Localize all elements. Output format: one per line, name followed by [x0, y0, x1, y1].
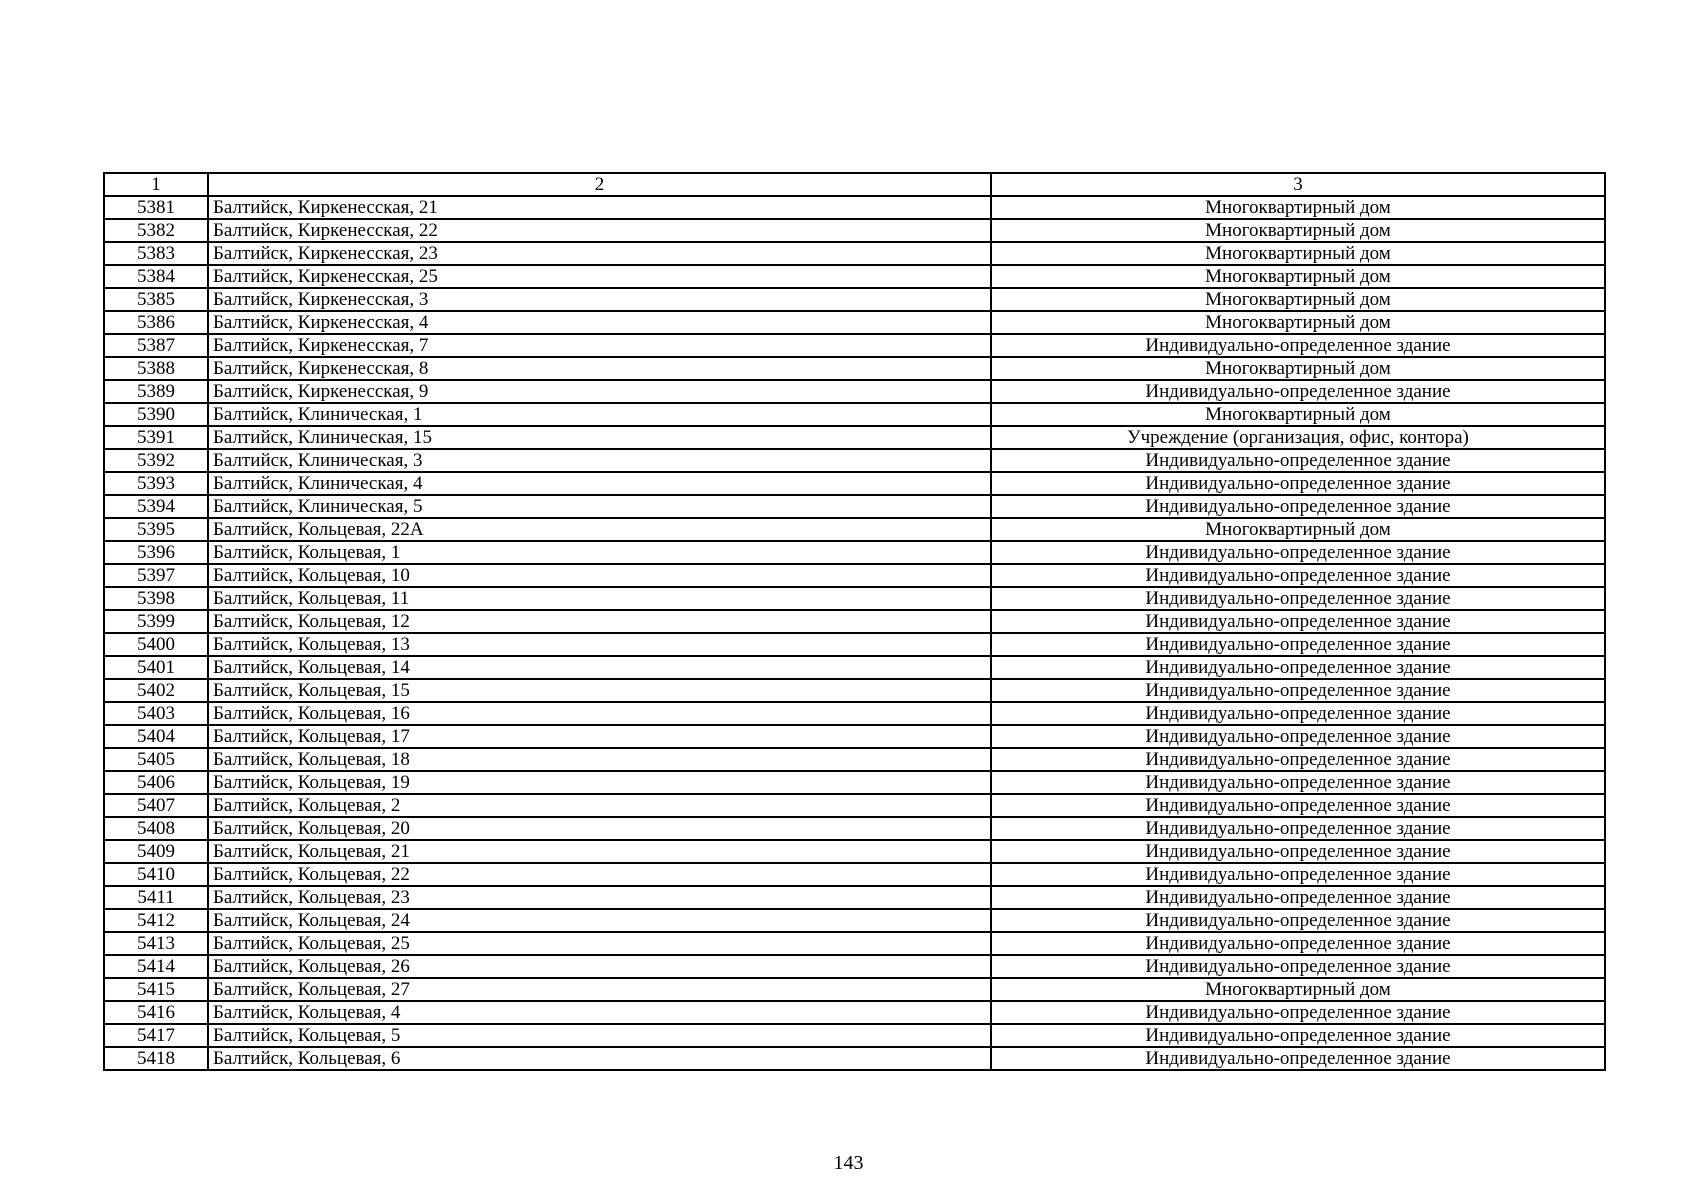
row-number-cell: 5401 [104, 656, 208, 679]
building-type-cell: Индивидуально-определенное здание [991, 886, 1605, 909]
row-number-cell: 5393 [104, 472, 208, 495]
address-cell: Балтийск, Киркенесская, 21 [208, 196, 991, 219]
table-row [104, 932, 1605, 955]
row-number-cell: 5408 [104, 817, 208, 840]
building-type-cell: Многоквартирный дом [991, 219, 1605, 242]
address-cell: Балтийск, Кольцевая, 27 [208, 978, 991, 1001]
address-cell: Балтийск, Кольцевая, 26 [208, 955, 991, 978]
row-number-cell: 5389 [104, 380, 208, 403]
address-cell: Балтийск, Кольцевая, 17 [208, 725, 991, 748]
building-type-cell: Индивидуально-определенное здание [991, 587, 1605, 610]
address-cell: Балтийск, Киркенесская, 7 [208, 334, 991, 357]
address-cell: Балтийск, Кольцевая, 2 [208, 794, 991, 817]
address-table [103, 172, 1606, 1071]
row-number-cell: 5407 [104, 794, 208, 817]
address-cell: Балтийск, Киркенесская, 3 [208, 288, 991, 311]
address-cell: Балтийск, Клиническая, 1 [208, 403, 991, 426]
column-header-2: 2 [208, 173, 991, 196]
column-header-3: 3 [991, 173, 1605, 196]
table-row [104, 311, 1605, 334]
row-number-cell: 5386 [104, 311, 208, 334]
building-type-cell: Учреждение (организация, офис, контора) [991, 426, 1605, 449]
building-type-cell: Индивидуально-определенное здание [991, 702, 1605, 725]
address-cell: Балтийск, Кольцевая, 6 [208, 1047, 991, 1070]
table-row [104, 357, 1605, 380]
row-number-cell: 5391 [104, 426, 208, 449]
table-row [104, 403, 1605, 426]
row-number-cell: 5417 [104, 1024, 208, 1047]
row-number-cell: 5412 [104, 909, 208, 932]
building-type-cell: Многоквартирный дом [991, 518, 1605, 541]
address-cell: Балтийск, Киркенесская, 22 [208, 219, 991, 242]
table-row [104, 863, 1605, 886]
building-type-cell: Индивидуально-определенное здание [991, 449, 1605, 472]
table-row [104, 265, 1605, 288]
address-cell: Балтийск, Кольцевая, 15 [208, 679, 991, 702]
table-row [104, 725, 1605, 748]
row-number-cell: 5383 [104, 242, 208, 265]
building-type-cell: Индивидуально-определенное здание [991, 771, 1605, 794]
building-type-cell: Индивидуально-определенное здание [991, 656, 1605, 679]
row-number-cell: 5400 [104, 633, 208, 656]
table-row [104, 472, 1605, 495]
building-type-cell: Индивидуально-определенное здание [991, 564, 1605, 587]
table-row [104, 886, 1605, 909]
column-header-1: 1 [104, 173, 208, 196]
row-number-cell: 5398 [104, 587, 208, 610]
row-number-cell: 5418 [104, 1047, 208, 1070]
row-number-cell: 5399 [104, 610, 208, 633]
address-cell: Балтийск, Кольцевая, 11 [208, 587, 991, 610]
building-type-cell: Многоквартирный дом [991, 196, 1605, 219]
row-number-cell: 5414 [104, 955, 208, 978]
table-row [104, 771, 1605, 794]
building-type-cell: Индивидуально-определенное здание [991, 794, 1605, 817]
row-number-cell: 5381 [104, 196, 208, 219]
row-number-cell: 5406 [104, 771, 208, 794]
table-row [104, 656, 1605, 679]
building-type-cell: Индивидуально-определенное здание [991, 679, 1605, 702]
table-row [104, 1001, 1605, 1024]
table-row [104, 955, 1605, 978]
building-type-cell: Индивидуально-определенное здание [991, 725, 1605, 748]
address-cell: Балтийск, Киркенесская, 8 [208, 357, 991, 380]
row-number-cell: 5404 [104, 725, 208, 748]
address-cell: Балтийск, Клиническая, 3 [208, 449, 991, 472]
row-number-cell: 5409 [104, 840, 208, 863]
row-number-cell: 5413 [104, 932, 208, 955]
row-number-cell: 5395 [104, 518, 208, 541]
building-type-cell: Индивидуально-определенное здание [991, 817, 1605, 840]
building-type-cell: Индивидуально-определенное здание [991, 541, 1605, 564]
table-row [104, 242, 1605, 265]
table-row [104, 541, 1605, 564]
table-row [104, 587, 1605, 610]
table-row [104, 288, 1605, 311]
row-number-cell: 5411 [104, 886, 208, 909]
address-cell: Балтийск, Кольцевая, 21 [208, 840, 991, 863]
building-type-cell: Индивидуально-определенное здание [991, 495, 1605, 518]
building-type-cell: Индивидуально-определенное здание [991, 334, 1605, 357]
table-row [104, 1024, 1605, 1047]
address-cell: Балтийск, Кольцевая, 5 [208, 1024, 991, 1047]
building-type-cell: Многоквартирный дом [991, 978, 1605, 1001]
building-type-cell: Индивидуально-определенное здание [991, 932, 1605, 955]
building-type-cell: Индивидуально-определенное здание [991, 955, 1605, 978]
address-cell: Балтийск, Кольцевая, 23 [208, 886, 991, 909]
address-cell: Балтийск, Киркенесская, 25 [208, 265, 991, 288]
building-type-cell: Индивидуально-определенное здание [991, 909, 1605, 932]
table-row [104, 196, 1605, 219]
page-number: 143 [833, 1152, 864, 1174]
table-row [104, 449, 1605, 472]
address-cell: Балтийск, Киркенесская, 4 [208, 311, 991, 334]
row-number-cell: 5390 [104, 403, 208, 426]
building-type-cell: Индивидуально-определенное здание [991, 633, 1605, 656]
address-cell: Балтийск, Кольцевая, 10 [208, 564, 991, 587]
address-cell: Балтийск, Кольцевая, 24 [208, 909, 991, 932]
table-row [104, 840, 1605, 863]
building-type-cell: Индивидуально-определенное здание [991, 380, 1605, 403]
building-type-cell: Индивидуально-определенное здание [991, 610, 1605, 633]
address-cell: Балтийск, Кольцевая, 14 [208, 656, 991, 679]
row-number-cell: 5385 [104, 288, 208, 311]
row-number-cell: 5396 [104, 541, 208, 564]
address-cell: Балтийск, Кольцевая, 22 [208, 863, 991, 886]
row-number-cell: 5387 [104, 334, 208, 357]
row-number-cell: 5394 [104, 495, 208, 518]
table-row [104, 1047, 1605, 1070]
building-type-cell: Многоквартирный дом [991, 403, 1605, 426]
address-cell: Балтийск, Кольцевая, 22А [208, 518, 991, 541]
table-row [104, 219, 1605, 242]
building-type-cell: Индивидуально-определенное здание [991, 1047, 1605, 1070]
address-cell: Балтийск, Кольцевая, 16 [208, 702, 991, 725]
building-type-cell: Индивидуально-определенное здание [991, 1001, 1605, 1024]
table-row [104, 817, 1605, 840]
address-cell: Балтийск, Кольцевая, 13 [208, 633, 991, 656]
building-type-cell: Многоквартирный дом [991, 242, 1605, 265]
row-number-cell: 5415 [104, 978, 208, 1001]
address-cell: Балтийск, Кольцевая, 4 [208, 1001, 991, 1024]
table-row [104, 794, 1605, 817]
table-header-row [104, 173, 1605, 196]
table-row [104, 426, 1605, 449]
building-type-cell: Индивидуально-определенное здание [991, 748, 1605, 771]
row-number-cell: 5388 [104, 357, 208, 380]
building-type-cell: Многоквартирный дом [991, 311, 1605, 334]
address-cell: Балтийск, Клиническая, 5 [208, 495, 991, 518]
building-type-cell: Индивидуально-определенное здание [991, 472, 1605, 495]
address-cell: Балтийск, Кольцевая, 20 [208, 817, 991, 840]
address-cell: Балтийск, Киркенесская, 23 [208, 242, 991, 265]
building-type-cell: Индивидуально-определенное здание [991, 840, 1605, 863]
table-row [104, 610, 1605, 633]
row-number-cell: 5416 [104, 1001, 208, 1024]
table-row [104, 978, 1605, 1001]
row-number-cell: 5405 [104, 748, 208, 771]
address-cell: Балтийск, Кольцевая, 12 [208, 610, 991, 633]
table-row [104, 380, 1605, 403]
address-cell: Балтийск, Кольцевая, 18 [208, 748, 991, 771]
row-number-cell: 5403 [104, 702, 208, 725]
building-type-cell: Многоквартирный дом [991, 265, 1605, 288]
address-cell: Балтийск, Клиническая, 4 [208, 472, 991, 495]
row-number-cell: 5384 [104, 265, 208, 288]
table-row [104, 633, 1605, 656]
table-row [104, 909, 1605, 932]
address-cell: Балтийск, Кольцевая, 19 [208, 771, 991, 794]
table-row [104, 679, 1605, 702]
table-row [104, 334, 1605, 357]
building-type-cell: Многоквартирный дом [991, 288, 1605, 311]
table-row [104, 748, 1605, 771]
row-number-cell: 5382 [104, 219, 208, 242]
row-number-cell: 5392 [104, 449, 208, 472]
address-cell: Балтийск, Клиническая, 15 [208, 426, 991, 449]
address-cell: Балтийск, Киркенесская, 9 [208, 380, 991, 403]
row-number-cell: 5397 [104, 564, 208, 587]
building-type-cell: Индивидуально-определенное здание [991, 863, 1605, 886]
table-row [104, 702, 1605, 725]
table-row [104, 518, 1605, 541]
address-cell: Балтийск, Кольцевая, 1 [208, 541, 991, 564]
table-row [104, 564, 1605, 587]
table-row [104, 495, 1605, 518]
building-type-cell: Индивидуально-определенное здание [991, 1024, 1605, 1047]
building-type-cell: Многоквартирный дом [991, 357, 1605, 380]
row-number-cell: 5410 [104, 863, 208, 886]
row-number-cell: 5402 [104, 679, 208, 702]
address-cell: Балтийск, Кольцевая, 25 [208, 932, 991, 955]
